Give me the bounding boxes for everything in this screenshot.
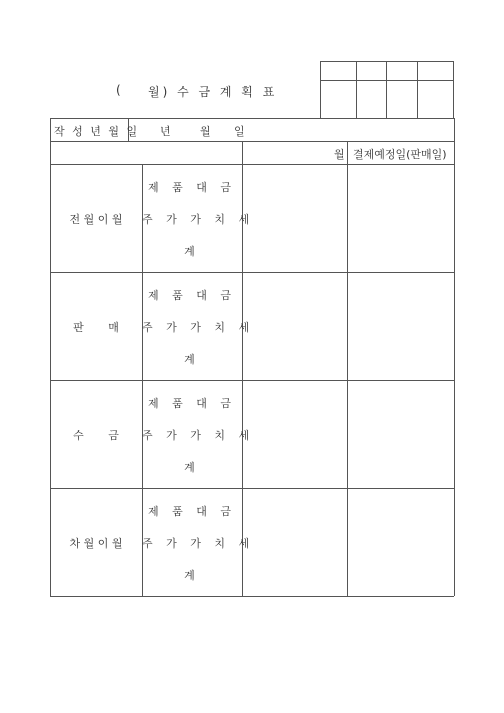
item-vat: 주 가 가 치 세 xyxy=(142,213,255,226)
item-vat: 주 가 가 치 세 xyxy=(142,321,255,334)
item-product-price: 제 품 대 금 xyxy=(148,289,236,302)
title-open-paren: ( xyxy=(116,83,124,97)
item-product-price: 제 품 대 금 xyxy=(148,397,236,410)
item-total: 계 xyxy=(184,461,200,474)
item-total: 계 xyxy=(184,353,200,366)
item-vat: 주 가 가 치 세 xyxy=(142,429,255,442)
created-day-label: 일 xyxy=(234,125,245,138)
item-product-price: 제 품 대 금 xyxy=(148,505,236,518)
section-label-sales: 판 매 xyxy=(73,321,119,334)
approval-box xyxy=(320,61,453,118)
created-date-label: 작 성 년 월 일 xyxy=(54,125,140,138)
page-title: 월) 수 금 계 획 표 xyxy=(148,85,278,99)
section-label-carryover-out: 차 월 이 월 xyxy=(69,537,123,550)
item-product-price: 제 품 대 금 xyxy=(148,181,236,194)
item-vat: 주 가 가 치 세 xyxy=(142,537,255,550)
item-total: 계 xyxy=(184,569,200,582)
header-month-label: 월 xyxy=(334,148,345,161)
header-settlement-label: 결제예정일(판매일) xyxy=(353,148,447,161)
section-label-carryover-in: 전 월 이 월 xyxy=(69,213,123,226)
item-total: 계 xyxy=(184,245,200,258)
section-label-collection: 수 금 xyxy=(73,429,119,442)
created-year-label: 년 xyxy=(160,125,171,138)
created-month-label: 월 xyxy=(200,125,211,138)
